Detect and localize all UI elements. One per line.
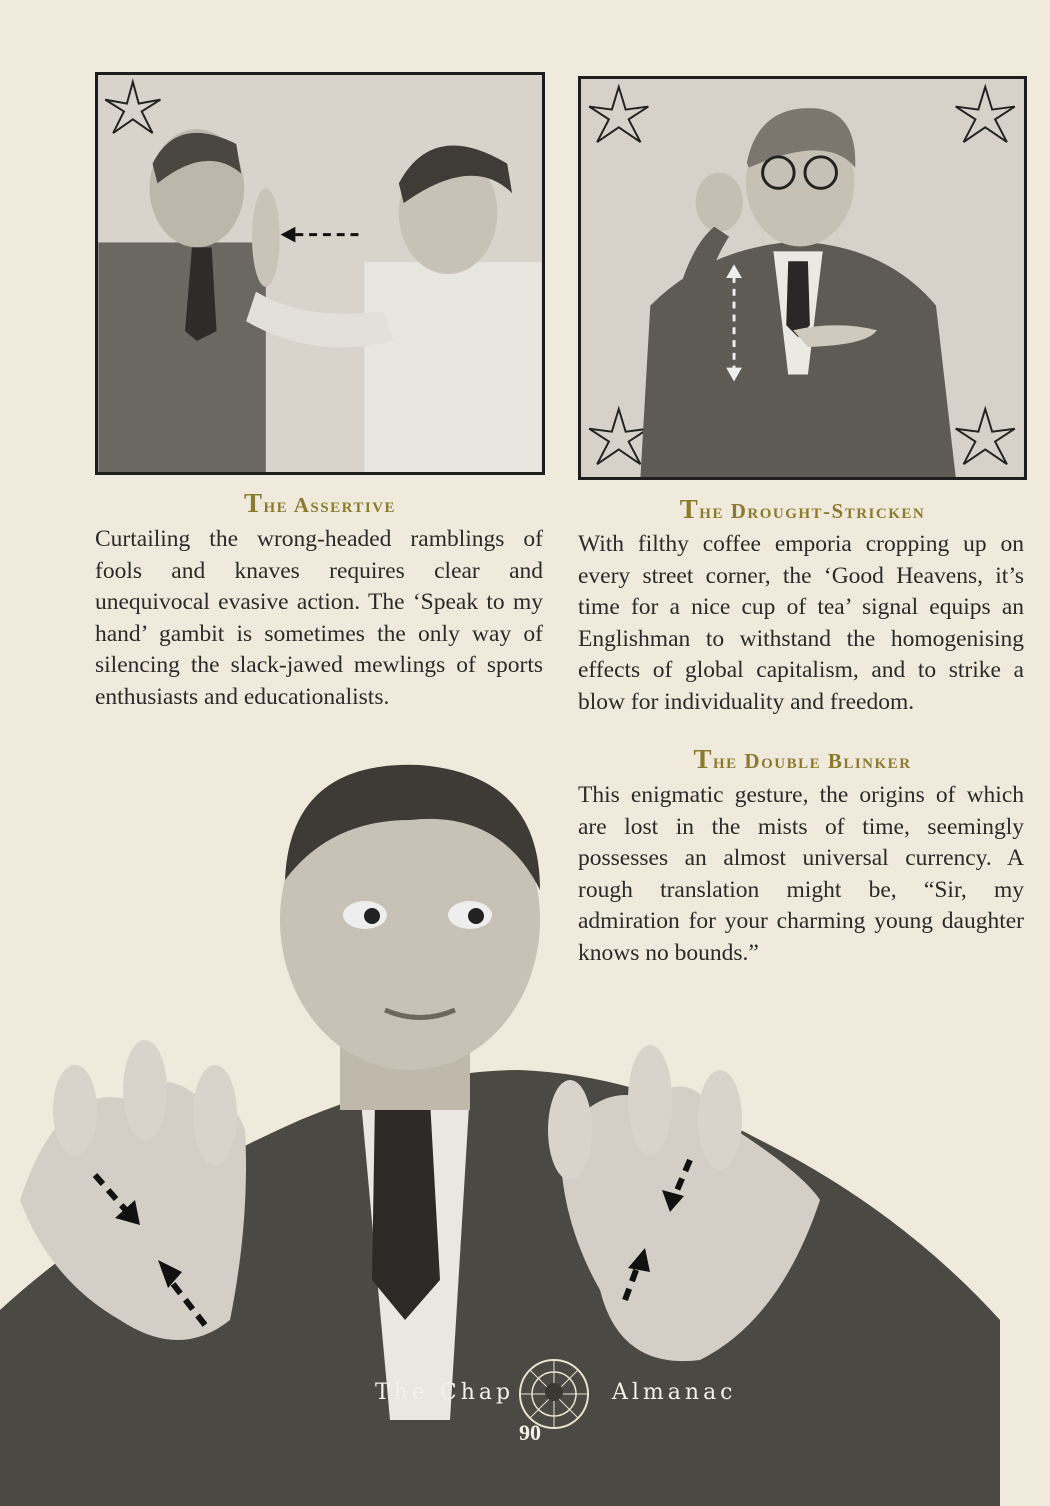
heading-rest: he Assertive [263, 493, 397, 517]
heading-the-drought-stricken [578, 494, 1027, 525]
heading-rest: he Double Blinker [712, 749, 912, 773]
heading-the-double-blinker [578, 744, 1027, 775]
heading-the-assertive [95, 488, 545, 519]
paragraph-the-assertive: Curtailing the wrong-headed ramblings of fools and knaves requires clear and unequivocal evasive action. The ‘Speak to my hand’ gambit is sometimes the only way of silencing the slack-jawed mewlings of sports enthusiasts and educationalists. [95, 526, 543, 710]
photo-assertive [95, 72, 545, 475]
page-number: 90 [519, 1420, 541, 1445]
footer-title-right: Almanac [612, 1380, 737, 1405]
heading-cap: T [679, 494, 700, 524]
heading-rest: he Drought-Stricken [699, 499, 926, 523]
photo-drought-stricken [578, 76, 1027, 480]
photo-assertive-illustration [98, 75, 542, 472]
photo-drought-illustration [581, 79, 1024, 477]
heading-cap: T [693, 744, 713, 774]
heading-cap: T [243, 488, 264, 518]
footer-title-left: The Chap [375, 1380, 515, 1405]
paragraph-the-double-blinker: This enigmatic gesture, the origins of which are lost in the mists of time, seemingly possesses an almost universal currency. A rough translation might be, “Sir, my admiration for your charming young daughter knows no bounds.” [578, 782, 1024, 966]
paragraph-the-drought-stricken: With filthy coffee emporia cropping up on every street corner, the ‘Good Heavens, it’s time for a nice cup of tea’ signal equips an Englishman to withstand the homogenising effects of global capitalism, and to strike a blow for individuality and freedom. [578, 531, 1024, 715]
